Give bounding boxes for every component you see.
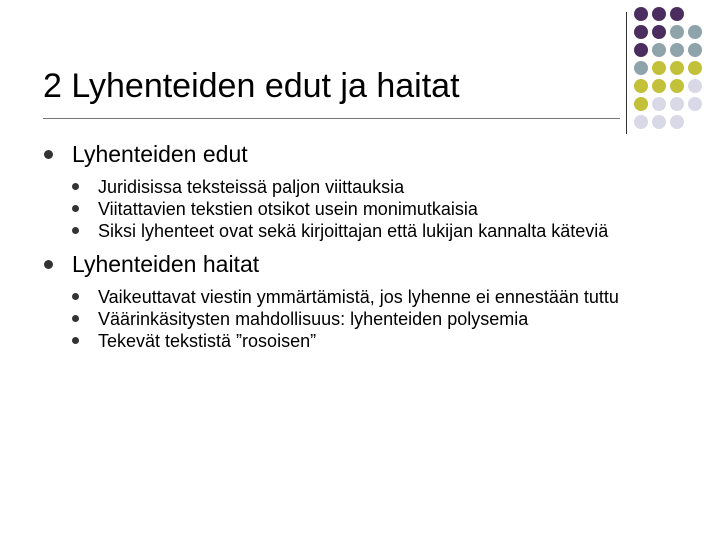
- decorative-dot: [652, 61, 666, 75]
- list-item: [44, 286, 684, 308]
- bullet-icon: [44, 150, 53, 159]
- decorative-dot: [634, 115, 648, 129]
- section-heading-text: Lyhenteiden haitat: [72, 251, 260, 277]
- decorative-dot: [670, 97, 684, 111]
- decorative-dot: [652, 25, 666, 39]
- decorative-dot: [688, 79, 702, 93]
- decorative-vertical-line: [626, 12, 627, 134]
- list-item-text: Väärinkäsitysten mahdollisuus: lyhenteiden polysemia: [98, 309, 529, 329]
- list-item: [44, 220, 684, 242]
- slide-title: 2 Lyhenteiden edut ja haitat: [43, 67, 460, 105]
- section-heading-text: Lyhenteiden edut: [72, 141, 248, 167]
- decorative-dot: [652, 79, 666, 93]
- decorative-dot: [670, 115, 684, 129]
- decorative-dot: [688, 25, 702, 39]
- list-item-text: Juridisissa teksteissä paljon viittauksia: [98, 177, 405, 197]
- bullet-icon: [72, 315, 79, 322]
- list-item-text: Tekevät tekstistä ”rosoisen”: [98, 331, 317, 351]
- decorative-dot: [634, 61, 648, 75]
- list-item: [44, 308, 684, 330]
- list-item: [44, 176, 684, 198]
- section-heading-disadvantages: [44, 250, 684, 278]
- decorative-dot: [688, 61, 702, 75]
- decorative-dot: [670, 25, 684, 39]
- decorative-dot: [652, 7, 666, 21]
- list-item-text: Vaikeuttavat viestin ymmärtämistä, jos lyhenne ei ennestään tuttu: [98, 287, 619, 307]
- bullet-icon: [72, 337, 79, 344]
- bullet-icon: [72, 183, 79, 190]
- decorative-dot: [688, 97, 702, 111]
- decorative-dot-grid: [634, 7, 714, 135]
- decorative-dot: [634, 43, 648, 57]
- slide-content: [44, 140, 684, 360]
- decorative-dot: [670, 61, 684, 75]
- decorative-dot: [634, 7, 648, 21]
- title-underline: [43, 118, 620, 119]
- decorative-dot: [634, 79, 648, 93]
- bullet-icon: [72, 227, 79, 234]
- advantages-list: [44, 176, 684, 242]
- list-item: [44, 198, 684, 220]
- bullet-icon: [44, 260, 53, 269]
- decorative-dot: [652, 115, 666, 129]
- decorative-dot: [652, 97, 666, 111]
- list-item: [44, 330, 684, 352]
- disadvantages-list: [44, 286, 684, 352]
- decorative-dot: [670, 7, 684, 21]
- list-item-text: Siksi lyhenteet ovat sekä kirjoittajan että lukijan kannalta käteviä: [98, 221, 609, 241]
- decorative-dot: [634, 25, 648, 39]
- bullet-icon: [72, 293, 79, 300]
- decorative-dot: [688, 43, 702, 57]
- decorative-dot: [634, 97, 648, 111]
- list-item-text: Viitattavien tekstien otsikot usein monimutkaisia: [98, 199, 478, 219]
- decorative-dot: [652, 43, 666, 57]
- bullet-icon: [72, 205, 79, 212]
- decorative-dot: [670, 79, 684, 93]
- decorative-dot: [670, 43, 684, 57]
- section-heading-advantages: [44, 140, 684, 168]
